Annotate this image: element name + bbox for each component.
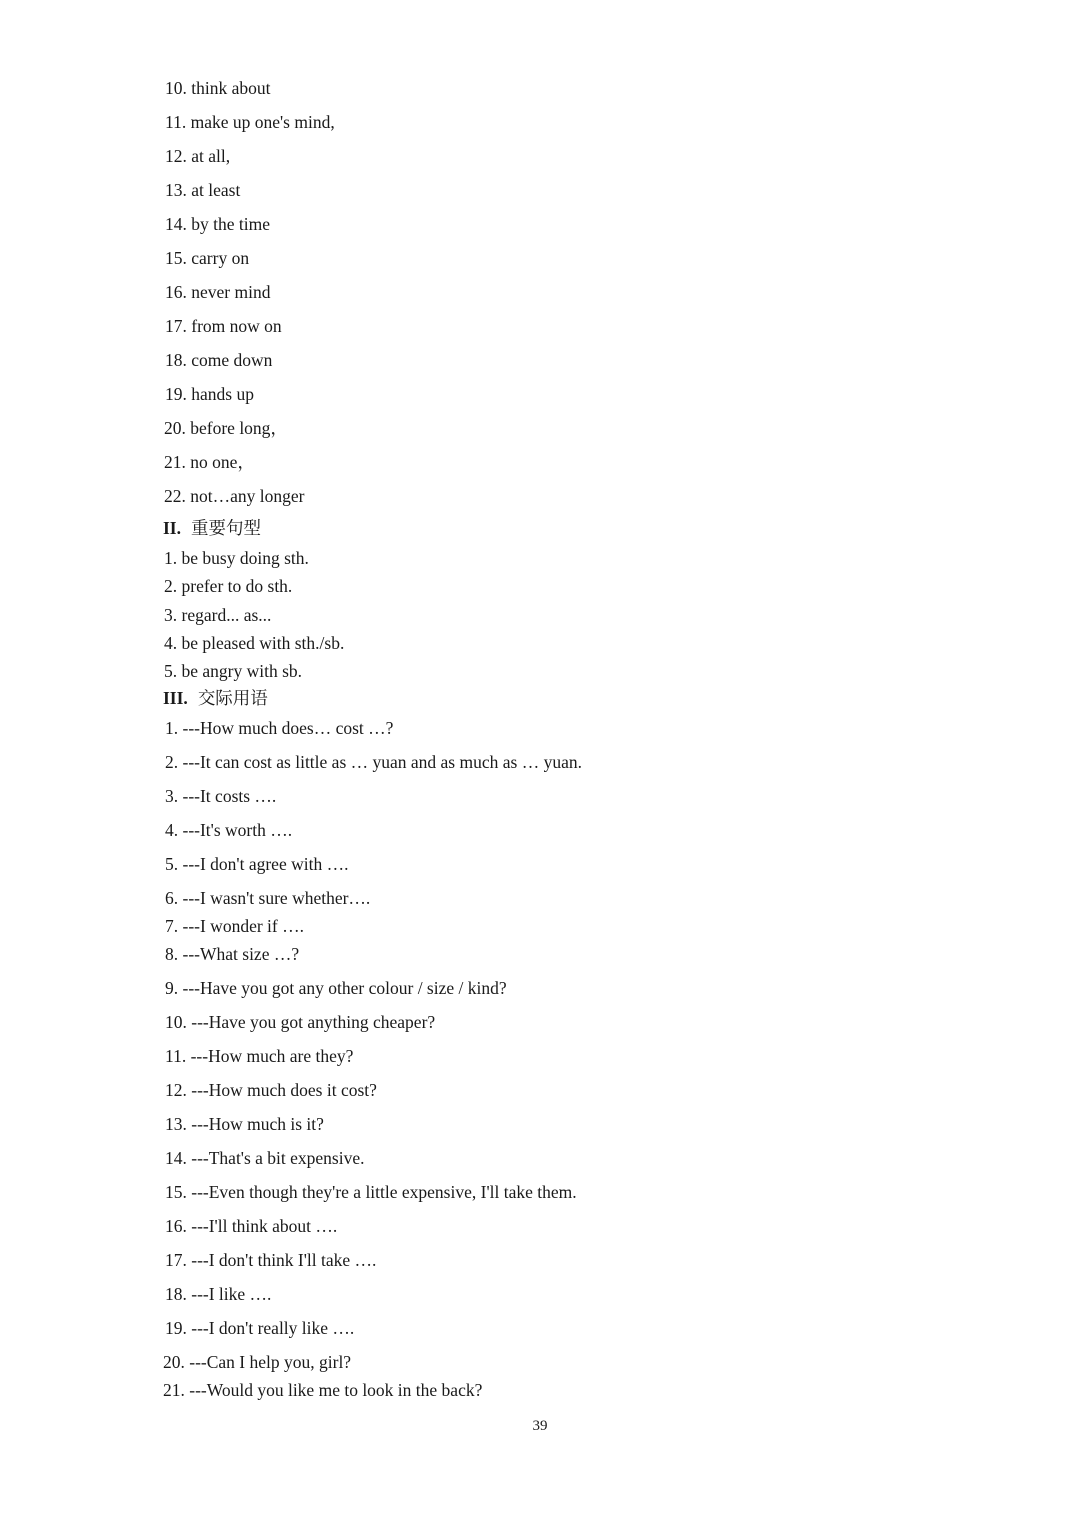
dialogue-item: 19. ---I don't really like …. xyxy=(165,1318,355,1338)
phrase-item: 12. at all, xyxy=(165,146,231,166)
dialogue-item: 2. ---It can cost as little as … yuan and as much as … yuan. xyxy=(165,752,582,772)
dialogue-item: 13. ---How much is it? xyxy=(165,1114,324,1134)
dialogue-item: 1. ---How much does… cost …? xyxy=(165,718,394,738)
section-heading-key-sentences xyxy=(163,517,261,539)
phrase-item: 16. never mind xyxy=(165,282,271,302)
dialogue-item: 7. ---I wonder if …. xyxy=(165,916,304,936)
dialogue-item: 20. ---Can I help you, girl? xyxy=(163,1352,352,1372)
dialogue-item: 4. ---It's worth …. xyxy=(165,820,293,840)
dialogue-item: 9. ---Have you got any other colour / size / kind? xyxy=(165,978,507,998)
dialogue-item: 3. ---It costs …. xyxy=(165,786,277,806)
dialogue-item: 14. ---That's a bit expensive. xyxy=(165,1148,365,1168)
phrase-item: 21. no one， xyxy=(164,452,255,472)
phrase-item: 19. hands up xyxy=(165,384,254,404)
dialogue-item: 16. ---I'll think about …. xyxy=(165,1216,338,1236)
phrase-item: 20. before long， xyxy=(164,418,288,438)
page-number: 39 xyxy=(532,1418,548,1434)
phrase-item: 18. come down xyxy=(165,350,273,370)
phrase-item: 17. from now on xyxy=(165,316,282,336)
phrase-item: 14. by the time xyxy=(165,214,270,234)
sentence-pattern-item: 5. be angry with sb. xyxy=(164,661,303,681)
sentence-pattern-item: 3. regard... as... xyxy=(164,605,272,625)
dialogue-item: 6. ---I wasn't sure whether…. xyxy=(165,888,371,908)
section-heading-communication xyxy=(163,687,268,709)
sentence-pattern-item: 2. prefer to do sth. xyxy=(164,576,293,596)
sentence-pattern-item: 4. be pleased with sth./sb. xyxy=(164,633,345,653)
dialogue-item: 8. ---What size …? xyxy=(165,944,300,964)
phrase-item: 11. make up one's mind, xyxy=(165,112,335,132)
dialogue-item: 15. ---Even though they're a little expensive, I'll take them. xyxy=(165,1182,577,1202)
dialogue-item: 5. ---I don't agree with …. xyxy=(165,854,349,874)
dialogue-item: 11. ---How much are they? xyxy=(165,1046,354,1066)
sentence-pattern-item: 1. be busy doing sth. xyxy=(164,548,309,568)
phrase-item: 10. think about xyxy=(165,78,271,98)
phrase-item: 22. not…any longer xyxy=(164,486,305,506)
phrase-item: 15. carry on xyxy=(165,248,250,268)
section-title: 重要句型 xyxy=(191,518,261,538)
dialogue-item: 17. ---I don't think I'll take …. xyxy=(165,1250,377,1270)
dialogue-item: 12. ---How much does it cost? xyxy=(165,1080,377,1100)
section-numeral: III. xyxy=(163,688,188,708)
dialogue-item: 18. ---I like …. xyxy=(165,1284,272,1304)
phrase-item: 13. at least xyxy=(165,180,241,200)
dialogue-item: 10. ---Have you got anything cheaper? xyxy=(165,1012,436,1032)
dialogue-item: 21. ---Would you like me to look in the back? xyxy=(163,1380,483,1400)
section-numeral: II. xyxy=(163,518,181,538)
section-title: 交际用语 xyxy=(197,688,268,708)
